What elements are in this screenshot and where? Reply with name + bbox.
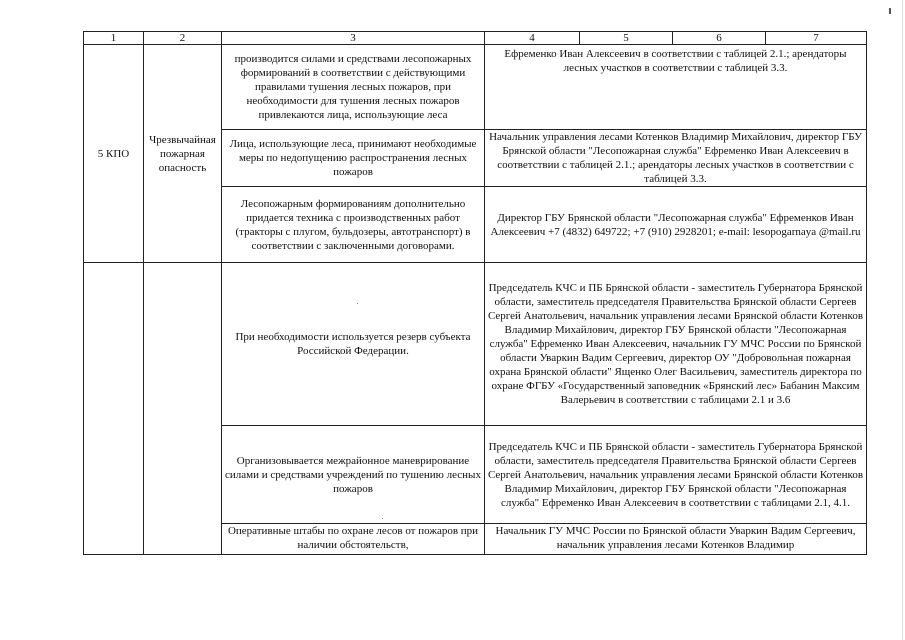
action-cell: Оперативные штабы по охране лесов от пожаров при наличии обстоятельств, [222, 524, 485, 555]
scan-mark [889, 8, 891, 14]
danger-mode-cell [144, 45, 222, 263]
action-cell: Лица, использующие леса, принимают необходимые меры по недопущению распространения лесных пожаров [222, 130, 485, 187]
col-number-2: 2 [144, 32, 222, 45]
class-code: 5 КПО [97, 147, 130, 160]
empty-cell [84, 426, 144, 524]
empty-cell [144, 263, 222, 426]
empty-cell [84, 524, 144, 555]
document-page [83, 31, 866, 555]
responsible-cell: Директор ГБУ Брянской области "Лесопожарная служба" Ефременков Иван Алексеевич +7 (4832) 649722; +7 (910) 2928201; e-mail: lesopogarnaya @mail.ru [485, 187, 867, 263]
responsible-cell: Начальник ГУ МЧС России по Брянской области Уваркин Вадим Сергеевич, начальник управления лесами Котенков Владимир [485, 524, 867, 555]
col-number-4: 4 [485, 32, 580, 45]
class-code-cell [84, 45, 144, 263]
empty-cell [144, 426, 222, 524]
action-cell: Организовывается межрайонное маневрирование силами и средствами учреждений по тушению лесных пожаров [222, 426, 485, 524]
col-number-7: 7 [766, 32, 867, 45]
col-number-5: 5 [580, 32, 673, 45]
table-row [84, 524, 867, 555]
col-number-1: 1 [84, 32, 144, 45]
table-row [84, 263, 867, 426]
header-row [84, 32, 867, 45]
scan-edge [902, 0, 903, 640]
responsible-cell: Председатель КЧС и ПБ Брянской области - заместитель Губернатора Брянской области, заместитель председателя Правительства Брянской области Сергеев Сергей Анатольевич, начальник управления лесами Брянской области Котенков Владимир Михайлович, директор ГБУ Брянской области "Лесопожарная служба" Ефременко Иван Алексеевич в соответствии с таблицами 2.1, 4.1. [485, 426, 867, 524]
empty-cell [84, 263, 144, 426]
col-number-3: 3 [222, 32, 485, 45]
action-cell: Лесопожарным формированиям дополнительно придается техника с производственных работ (тракторы с плугом, бульдозеры, автотранспорт) в соответствии с заключенными договорами. [222, 187, 485, 263]
responsible-cell: Начальник управления лесами Котенков Владимир Михайлович, директор ГБУ Брянской области "Лесопожарная служба" Ефременко Иван Алексеевич в соответствии с таблицей 2.1.; арендаторы лесных участков в соответствии с таблицей 3.3. [485, 130, 867, 187]
action-cell: производится силами и средствами лесопожарных формирований в соответствии с действующими правилами тушения лесных пожаров, при необходимости для тушения лесных пожаров привлекаются лица, использующие леса [222, 45, 485, 130]
responsible-cell: Председатель КЧС и ПБ Брянской области - заместитель Губернатора Брянской области, заместитель председателя Правительства Брянской области Сергеев Сергей Анатольевич, начальник управления лесами Брянской области Котенков Владимир Михайлович, директор ГБУ Брянской области "Лесопожарная служба" Ефременко Иван Алексеевич, начальник ГУ МЧС России по Брянской области Уваркин Вадим Сергеевич, директор ОУ "Добровольная пожарная охрана Брянской области" Ященко Олег Васильевич, заместитель директора по охране ФГБУ «Государственный заповедник «Брянский лес» Бабанин Максим Валерьевич в соответствии с таблицами 2.1 и 3.6 [485, 263, 867, 426]
table-row [84, 426, 867, 524]
action-cell: При необходимости используется резерв субъекта Российской Федерации. [222, 263, 485, 426]
fire-danger-table [83, 31, 867, 555]
responsible-cell: Ефременко Иван Алексеевич в соответствии с таблицей 2.1.; арендаторы лесных участков в соответствии с таблицей 3.3. [485, 45, 867, 130]
col-number-6: 6 [673, 32, 766, 45]
danger-mode: Чрезвычайная пожарная опасность [149, 133, 216, 174]
empty-cell [144, 524, 222, 555]
table-row [84, 45, 867, 130]
